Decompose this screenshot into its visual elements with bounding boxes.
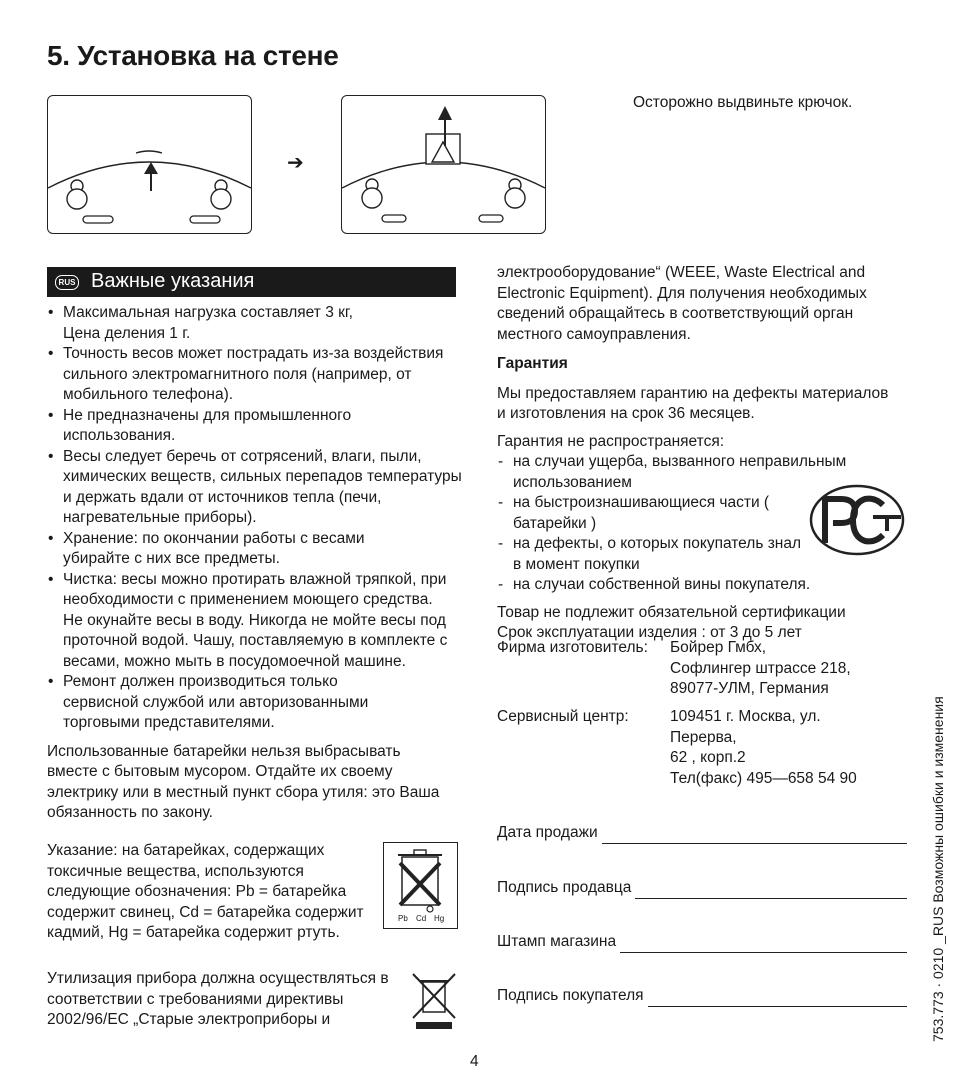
left-column [47, 303, 462, 824]
list-item: • Хранение: по окончании работы с весами убирайте с них все предметы. [47, 529, 423, 570]
buyer-signature-label: Подпись покупателя [497, 987, 644, 1004]
shop-stamp-field [497, 932, 907, 953]
page-title: 5. Установка на стене [47, 40, 339, 71]
warranty-heading: Гарантия [497, 355, 568, 372]
figure-hook-extended [341, 95, 546, 234]
figure-hook-closed [47, 95, 252, 234]
list-item: • Ремонт должен производиться только сервисной службой или авторизованными торговыми представителями. [47, 672, 403, 734]
maker-label: Фирма изготовитель: [497, 639, 648, 656]
list-item: • Точность весов может пострадать из-за воздействия сильного электромагнитного поля (например, от мобильного телефона). [47, 344, 453, 406]
seller-signature-label: Подпись продавца [497, 879, 632, 896]
battery-bin-icon [383, 842, 458, 929]
service-label: Сервисный центр: [497, 708, 629, 725]
list-item: • Чистка: весы можно протирать влажной тряпкой, при необходимости с применением моющего средства. Не окунайте весы в воду. Никогда не мойте весы под проточной водой. Чашу, поставляемую в комплекте с весами, можно мыть в посудомоечной машине. [47, 570, 455, 673]
important-notes-list [47, 303, 462, 734]
sale-date-label: Дата продажи [497, 824, 598, 841]
language-badge: RUS [55, 275, 79, 290]
list-item: • Не предназначены для промышленного использования. [47, 406, 413, 447]
sale-date-field [497, 823, 907, 844]
service-line: Тел(факс) 495—658 54 90 [670, 769, 857, 787]
list-item: - на дефекты, о которых покупатель знал в момент покупки [497, 534, 813, 575]
battery-note: Указание: на батарейках, содержащих токсичные вещества, используются следующие обозначения: Pb = батарейка содержит свинец, Cd = батарейка содержит кадмий, Hg = батарейка содержит ртуть. [47, 842, 364, 941]
maker-address [670, 638, 851, 700]
list-item: - на случаи собственной вины покупателя. [497, 575, 893, 596]
seller-signature-field [497, 878, 907, 899]
battery-label-hg: Hg [434, 914, 445, 923]
service-line: 109451 г. Москва, ул. [670, 708, 821, 725]
batteries-paragraph: Использованные батарейки нельзя выбрасывать вместе с бытовым мусором. Отдайте их своему электрику или в местный пункт сбора утиля: это Ваша обязанность по закону. [47, 742, 440, 821]
battery-label-pb: Pb [398, 914, 408, 923]
buyer-signature-line [648, 990, 907, 1007]
weee-paragraph: электрооборудование“ (WEEE, Waste Electrical and Electronic Equipment). Для получения необходимых сведений обращайтесь в соответствующий орган местного самоуправления. [497, 264, 867, 343]
certification-line: Товар не подлежит обязательной сертификации [497, 603, 846, 621]
disposal-paragraph: Утилизация прибора должна осуществляться в соответствии с требованиями директивы 2002/96/EC „Старые электроприборы и [47, 970, 389, 1028]
vertical-document-note: 753.773 · 0210 _RUS Возможны ошибки и изменения [930, 696, 946, 1042]
right-column [497, 263, 907, 644]
maker-line: Софлингер штрассе 218, [670, 659, 851, 677]
figure-caption: Осторожно выдвиньте крючок. [633, 94, 853, 111]
shop-stamp-label: Штамп магазина [497, 933, 617, 950]
service-line: Перерва, [670, 728, 737, 746]
section-heading: Важные указания [91, 270, 255, 292]
list-item: • Весы следует беречь от сотрясений, влаги, пыли, химических веществ, сильных перепадов температуры и держать вдали от источников тепла (печи, нагревательные приборы). [47, 447, 463, 529]
rst-certification-mark-icon [807, 483, 907, 558]
shop-stamp-line [620, 936, 907, 953]
buyer-signature-field [497, 986, 907, 1007]
service-address [670, 707, 857, 789]
battery-label-cd: Cd [416, 914, 427, 923]
list-item: • Максимальная нагрузка составляет 3 кг, Цена деления 1 г. [47, 303, 393, 344]
exclusions-intro: Гарантия не распространяется: [497, 432, 725, 450]
service-line: 62 , корп.2 [670, 749, 746, 766]
maker-line: 89077-УЛМ, Германия [670, 680, 829, 697]
list-item: - на быстроизнашивающиеся части ( батарейки ) [497, 493, 803, 534]
seller-signature-line [635, 882, 907, 899]
list-item: - на случаи ущерба, вызванного неправильным использованием [497, 452, 883, 493]
page-number: 4 [470, 1053, 479, 1070]
maker-line: Бойрер Гмбх, [670, 639, 767, 656]
warranty-paragraph: Мы предоставляем гарантию на дефекты материалов и изготовления на срок 36 месяцев. [497, 384, 889, 422]
lifetime-line: Срок эксплуатации изделия : от 3 до 5 лет [497, 624, 802, 641]
section-header [47, 267, 456, 297]
crossed-bin-icon [411, 972, 457, 1030]
sale-date-line [602, 827, 907, 844]
step-arrow-icon: ➔ [287, 152, 304, 174]
